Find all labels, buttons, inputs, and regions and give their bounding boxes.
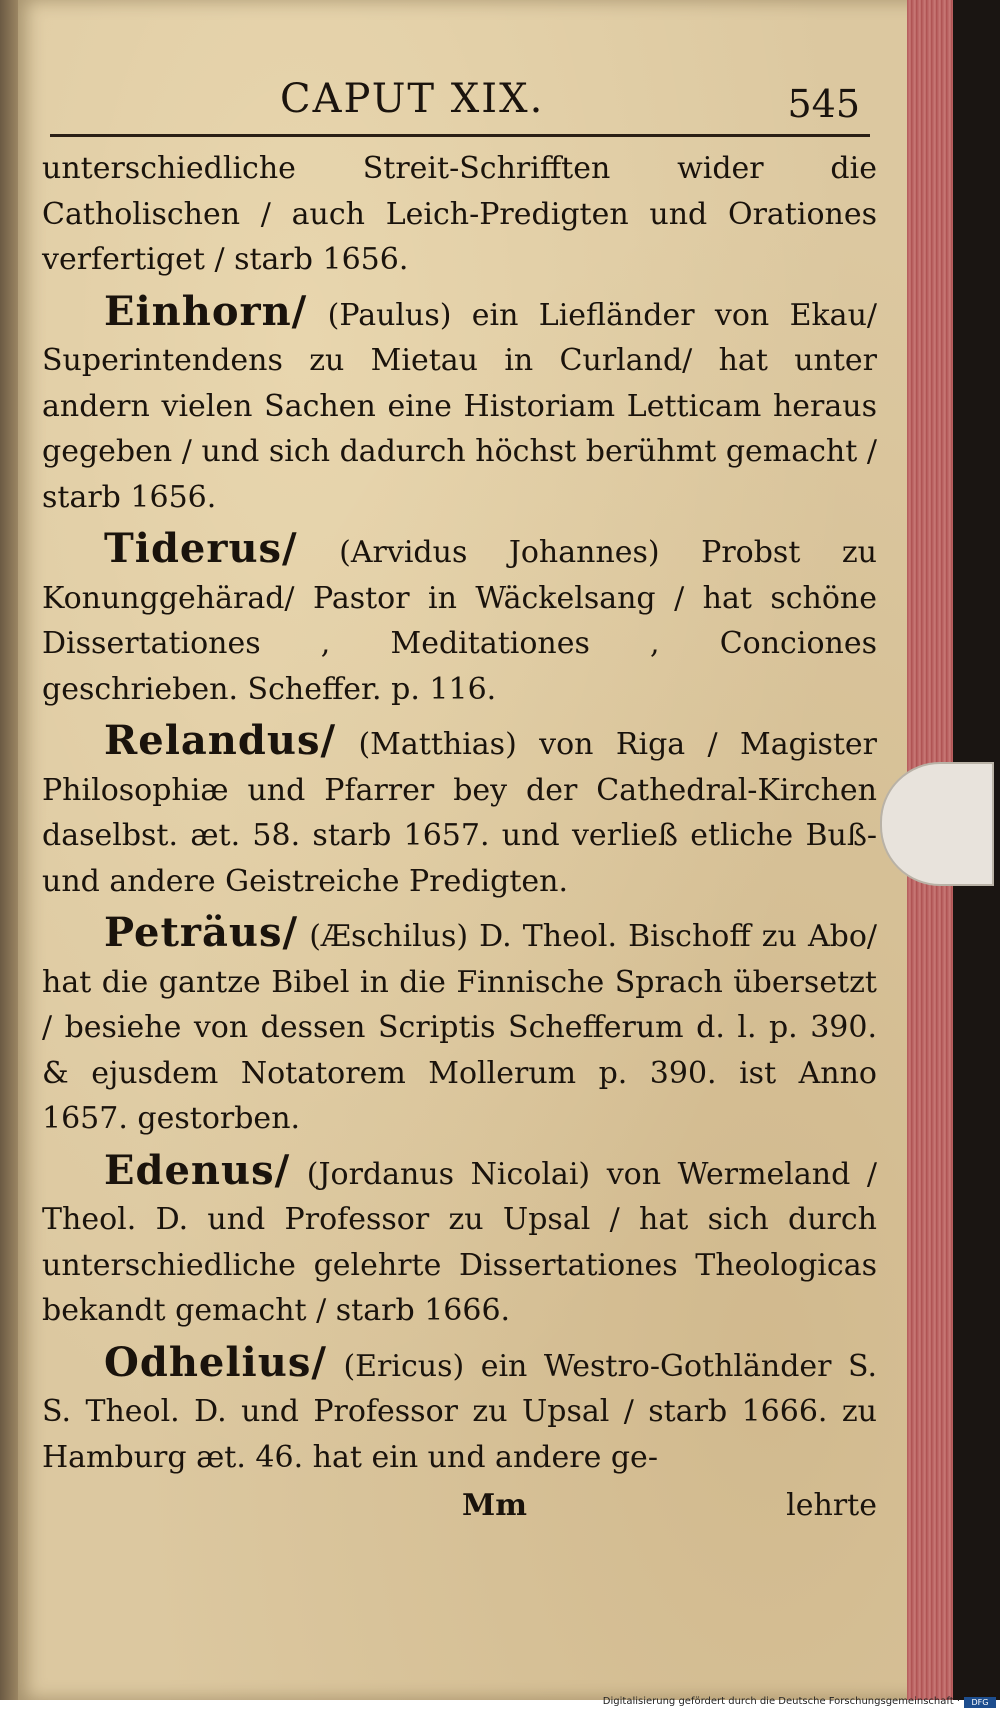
entry-name: Peträus/	[104, 909, 299, 956]
paragraph	[42, 910, 877, 1142]
paragraph-text: unterschiedliche Streit‑Schrifften wider die Catholischen / auch Leich‑Predigten und Orationes verfertiget / starb 1656.	[42, 151, 877, 277]
entry-name: Einhorn/	[104, 287, 308, 335]
paragraph-text: (Ericus) ein Westro‑Gothländer S. S. Theol. D. und Professor zu Upsal / starb 1666. zu Hamburg æt. 46. hat ein und andere ge‑	[42, 1348, 877, 1475]
paragraph	[42, 289, 877, 521]
bookmark-tab	[880, 762, 994, 886]
header-rule	[50, 134, 870, 137]
paragraph-text: (Arvidus Johannes) Probst zu Konunggehärad/ Pastor in Wäckelsang / hat schöne Dissertationes , Meditationes , Conciones geschrieben. Scheffer. p. 116.	[42, 535, 877, 707]
paragraph	[42, 146, 877, 283]
entry-name: Relandus/	[104, 717, 337, 764]
paragraph-text: (Æschilus) D. Theol. Bischoff zu Abo/ hat die gantze Bibel in die Finnische Sprach übersetzt / besiehe von dessen Scriptis Schefferum d. l. p. 390. & ejusdem Notatorem Mollerum p. 390. ist Anno 1657. gestorben.	[42, 919, 877, 1136]
entry-name: Edenus/	[104, 1146, 291, 1194]
digitization-credit: Digitalisierung gefördert durch die Deutsche Forschungsgemeinschaft ·	[602, 1696, 960, 1707]
page-text	[42, 146, 877, 1486]
running-title: CAPUT XIX.	[280, 76, 545, 122]
paragraph	[42, 1148, 877, 1334]
signature-mark: Mm	[462, 1488, 527, 1523]
paragraph-text: (Paulus) ein Liefländer von Ekau/ Superintendens zu Mietau in Curland/ hat unter andern vielen Sachen eine Historiam Letticam heraus gegeben / und sich dadurch höchst berühmt gemacht / starb 1656.	[42, 297, 877, 515]
paragraph	[42, 1340, 877, 1481]
page-header	[50, 76, 870, 136]
paragraph-text: (Matthias) von Riga / Magister Philosophiæ und Pfarrer bey der Cathedral‑Kirchen daselbst. æt. 58. starb 1657. und verließ etliche Buß‑ und andere Geistreiche Predigten.	[42, 727, 877, 899]
paragraph	[42, 718, 877, 904]
paragraph	[42, 526, 877, 712]
page-number: 545	[787, 82, 860, 126]
entry-name: Tiderus/	[104, 525, 298, 572]
paragraph-text: (Jordanus Nicolai) von Wermeland / Theol. D. und Professor zu Upsal / hat sich durch unterschiedliche gelehrte Dissertationes Theologicas bekandt gemacht / starb 1666.	[42, 1156, 877, 1328]
entry-name: Odhelius/	[104, 1338, 327, 1386]
dfg-logo: DFG	[964, 1697, 996, 1708]
catchword: lehrte	[786, 1488, 877, 1523]
